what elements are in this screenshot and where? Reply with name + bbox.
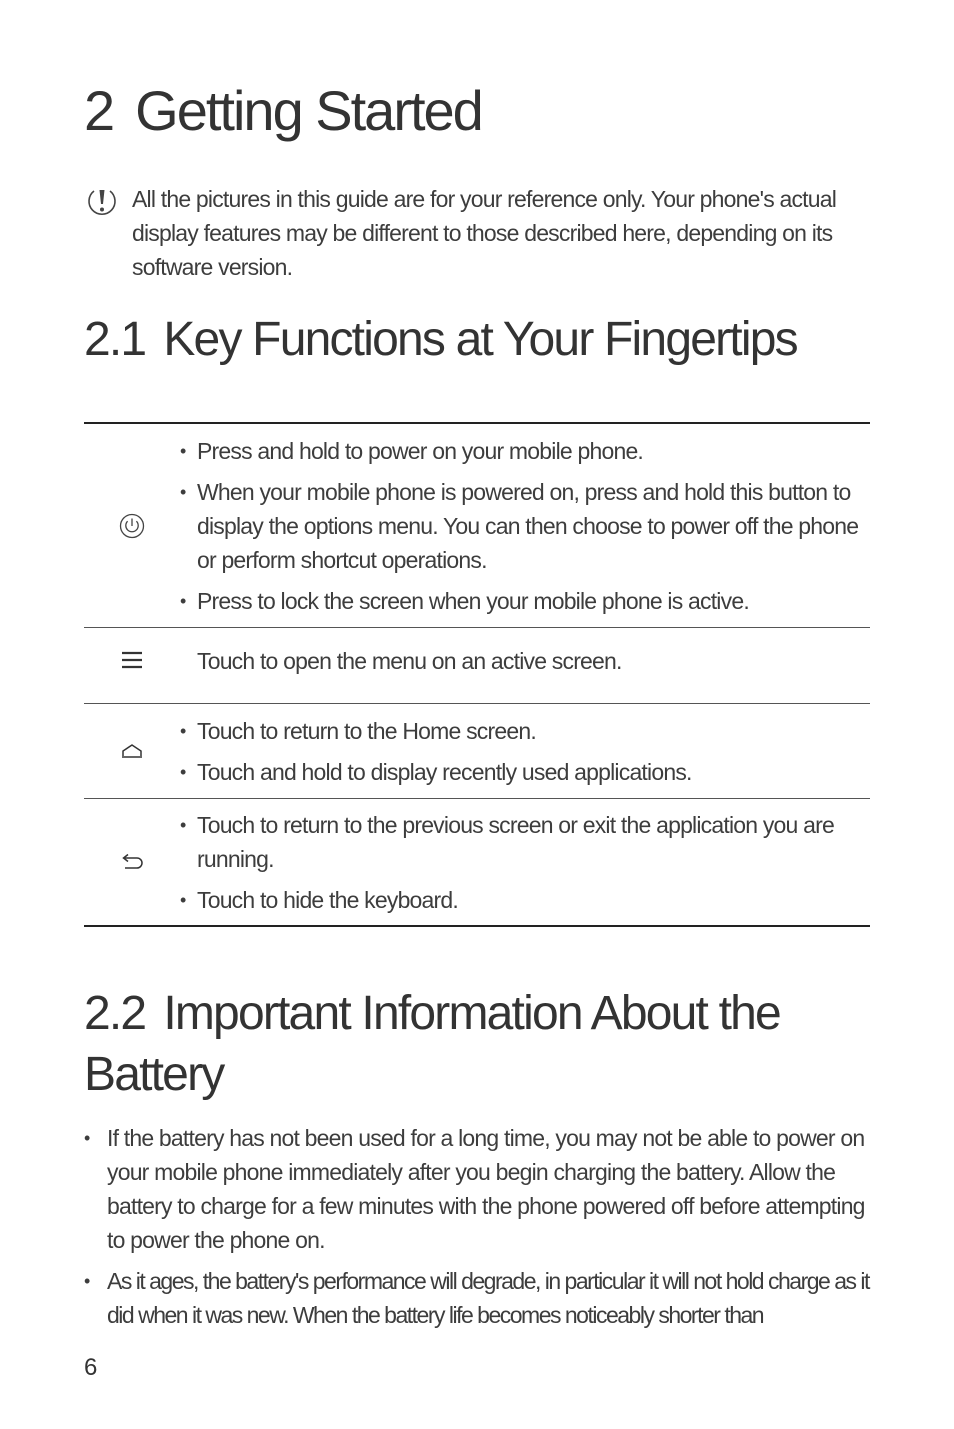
caution-icon — [86, 185, 118, 217]
back-key-list — [180, 808, 860, 917]
section-title: Important Information About the Battery — [84, 987, 780, 1101]
section-heading-2-1 — [84, 309, 797, 370]
chapter-heading — [84, 78, 482, 143]
reference-note — [84, 182, 864, 284]
key-row-home — [84, 704, 870, 799]
power-icon — [119, 513, 145, 539]
home-key-list — [180, 714, 860, 789]
list-item: • Press to lock the screen when your mobile phone is active. — [180, 584, 860, 618]
page-number: 6 — [84, 1354, 98, 1381]
list-item: • Touch and hold to display recently used applications. — [180, 755, 860, 789]
battery-info-list — [84, 1121, 870, 1332]
key-row-back — [84, 799, 870, 925]
section-number: 2.1 — [84, 313, 146, 366]
key-row-power — [84, 424, 870, 628]
chapter-number: 2 — [84, 79, 114, 142]
key-functions-table — [84, 422, 870, 927]
home-icon — [121, 743, 143, 759]
list-item: • Touch to return to the previous screen or exit the application you are running. — [180, 808, 860, 876]
list-item: • Touch to hide the keyboard. — [180, 883, 860, 917]
list-item: • If the battery has not been used for a long time, you may not be able to power on your mobile phone immediately after you begin charging the battery. Allow the battery to charge for a few minutes with the phone powered off before attempting to power the phone on. — [84, 1121, 870, 1257]
list-item: • When your mobile phone is powered on, press and hold this button to display the options menu. You can then choose to power off the phone or perform shortcut operations. — [180, 475, 860, 577]
list-item: • Press and hold to power on your mobile phone. — [180, 434, 860, 468]
list-item: • Touch to return to the Home screen. — [180, 714, 860, 748]
section-title: Key Functions at Your Fingertips — [163, 313, 797, 366]
power-key-list — [180, 434, 860, 618]
note-text: All the pictures in this guide are for your reference only. Your phone's actual display features may be different to those described here, depending on its software version. — [132, 186, 837, 280]
key-row-menu — [84, 628, 870, 704]
menu-key-text: Touch to open the menu on an active screen. — [197, 648, 622, 674]
list-item: • As it ages, the battery's performance will degrade, in particular it will not hold charge as it did when it was new. When the battery life becomes noticeably shorter than — [84, 1264, 870, 1332]
section-heading-2-2 — [84, 983, 884, 1105]
chapter-title: Getting Started — [135, 79, 482, 142]
section-number: 2.2 — [84, 987, 146, 1040]
menu-icon — [121, 650, 143, 670]
back-icon — [120, 853, 144, 871]
